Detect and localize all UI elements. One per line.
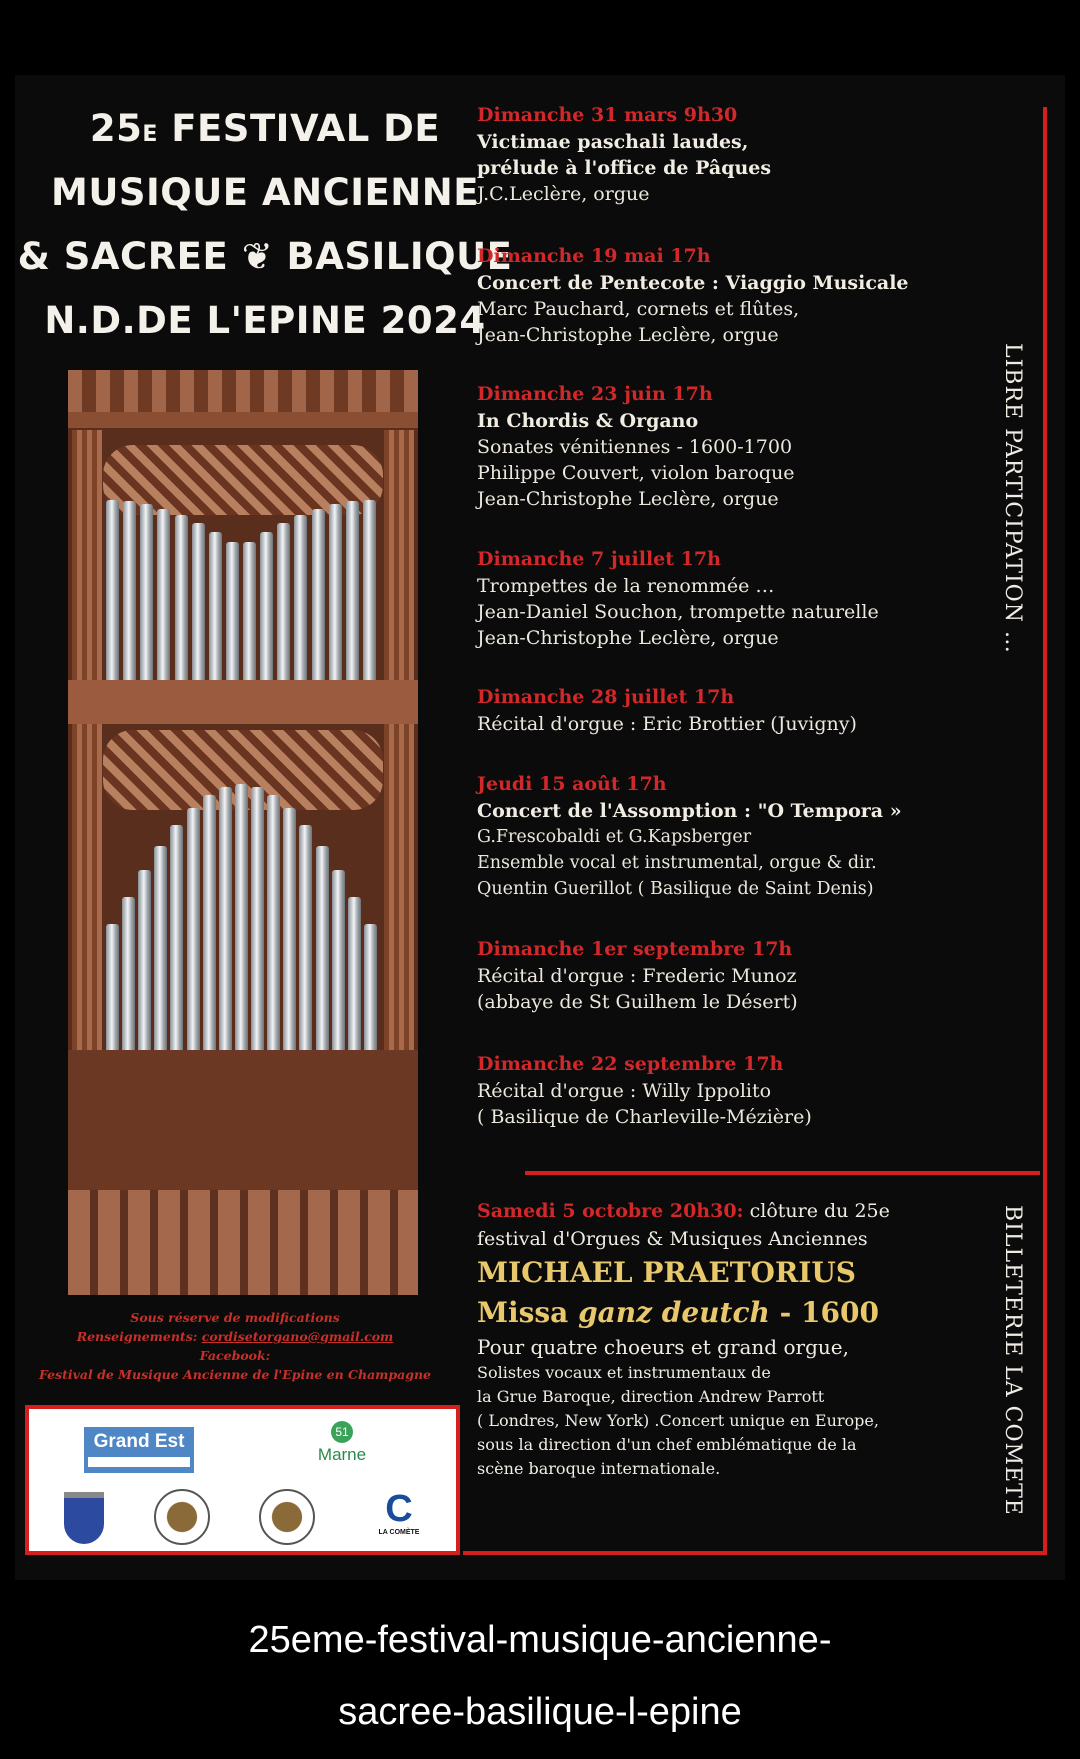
organ-illustration xyxy=(68,370,418,1295)
composer-name: MICHAEL PRAETORIUS xyxy=(477,1256,856,1289)
event-detail-line: Jean-Christophe Leclère, orgue xyxy=(477,488,779,510)
event-date: Dimanche 19 mai 17h xyxy=(477,245,711,267)
organ-pipe xyxy=(348,897,361,1050)
event-7-juillet xyxy=(477,546,967,651)
organ-cornice xyxy=(68,412,418,428)
organ-pipe xyxy=(187,808,200,1050)
organ-case-lower xyxy=(68,1050,418,1190)
organ-pipe xyxy=(138,870,151,1050)
event-date: Dimanche 7 juillet 17h xyxy=(477,548,721,570)
organ-pipe xyxy=(363,500,376,681)
event-date: Dimanche 31 mars 9h30 xyxy=(477,104,738,126)
closing-concert: Samedi 5 octobre 20h30: clôture du 25e festival d'Orgues & Musiques Anciennes MICHAEL PRAETORIUS Missa ganz deutch - 1600 Pour quatre choeurs et grand orgue, Solistes vocaux et instrumentaux de la Grue Baroque, direction Andrew Parrott ( Londres, New York) .Concert unique en Europe, sous la direction d'un chef emblématique de la scène baroque internationale. xyxy=(477,1197,947,1481)
title-line-2: MUSIQUE ANCIENNE xyxy=(51,171,479,214)
event-detail-line: Récital d'orgue : Eric Brottier (Juvigny) xyxy=(477,713,857,735)
event-detail-line: Jean-Christophe Leclère, orgue xyxy=(477,627,779,649)
organ-pipe xyxy=(154,846,167,1050)
event-detail-line: ( Basilique de Charleville-Mézière) xyxy=(477,1106,812,1128)
organ-pipe xyxy=(267,795,280,1050)
poster-title xyxy=(15,97,515,353)
organ-pipe xyxy=(175,515,188,680)
title-line-1: $25^E$ FESTIVAL DE xyxy=(89,107,441,150)
event-detail-line: Jean-Daniel Souchon, trompette naturelle xyxy=(477,601,879,623)
image-caption-line-2: sacree-basilique-l-epine xyxy=(338,1691,742,1733)
festival-poster xyxy=(15,75,1065,1580)
organ-pipe xyxy=(251,787,264,1050)
event-detail-line: In Chordis & Organo xyxy=(477,410,699,432)
organ-pipe xyxy=(332,870,345,1050)
la-comete-logo: C LA COMÈTE xyxy=(378,1488,420,1536)
contact-email-link[interactable]: cordisetorgano@gmail.com xyxy=(201,1329,394,1344)
organ-pipe xyxy=(203,795,216,1050)
organ-pipe xyxy=(219,787,232,1050)
organ-pipes-lower xyxy=(106,770,380,1050)
organ-pipe xyxy=(243,542,256,680)
organ-rail-middle xyxy=(68,680,418,724)
ticketing-label: BILLETERIE LA COMETE xyxy=(1000,1205,1025,1516)
organ-pipe xyxy=(123,501,136,680)
organ-pipe xyxy=(157,509,170,680)
event-detail-line: Trompettes de la renommée … xyxy=(477,575,775,597)
title-line-4: N.D.DE L'EPINE 2024 xyxy=(44,299,486,342)
title-line-3: & SACREE ❦ BASILIQUE xyxy=(17,235,513,278)
organ-pipe xyxy=(294,515,307,680)
event-detail-line: (abbaye de St Guilhem le Désert) xyxy=(477,991,798,1013)
event-detail-line: Jean-Christophe Leclère, orgue xyxy=(477,324,779,346)
organ-pipe xyxy=(283,808,296,1050)
event-date: Jeudi 15 août 17h xyxy=(477,773,667,795)
organ-pipe xyxy=(364,924,377,1050)
event-detail-line: J.C.Leclère, orgue xyxy=(477,183,650,205)
organ-pipe xyxy=(226,542,239,680)
divider-bottom xyxy=(463,1551,1047,1555)
mass-title: Missa ganz deutch - 1600 xyxy=(477,1296,879,1329)
facebook-page-link[interactable]: Festival de Musique Ancienne de l'Epine en Champagne xyxy=(38,1367,432,1382)
organ-pipe xyxy=(140,504,153,680)
fleuron-icon: ❦ xyxy=(241,235,274,278)
event-detail-line: Ensemble vocal et instrumental, orgue & dir. xyxy=(477,853,877,873)
organ-pipe xyxy=(170,825,183,1050)
event-31-mars xyxy=(477,102,967,207)
organ-pipe xyxy=(299,825,312,1050)
event-detail-line: Victimae paschali laudes, xyxy=(477,131,749,153)
event-date: Dimanche 28 juillet 17h xyxy=(477,686,735,708)
organ-pipe xyxy=(209,532,222,680)
event-detail-line: Concert de l'Assomption : "O Tempora » xyxy=(477,800,902,822)
organ-frieze xyxy=(68,370,418,412)
organ-pipe xyxy=(192,523,205,680)
event-detail-line: prélude à l'office de Pâques xyxy=(477,157,772,179)
divider-vertical-right xyxy=(1043,107,1047,1552)
organ-pipe xyxy=(260,532,273,680)
organ-pipes-upper xyxy=(106,490,380,680)
free-participation-label: LIBRE PARTICIPATION … xyxy=(1000,343,1025,654)
event-22-septembre xyxy=(477,1051,967,1130)
organ-pipe xyxy=(106,924,119,1050)
organ-pipe xyxy=(277,523,290,680)
association-emblem-logo xyxy=(259,1489,315,1545)
coat-of-arms-logo xyxy=(64,1492,104,1544)
sponsor-logos xyxy=(25,1405,460,1555)
event-detail-line: Récital d'orgue : Willy Ippolito xyxy=(477,1080,772,1102)
marne-logo: 51 Marne xyxy=(297,1421,387,1465)
organ-pipe xyxy=(106,500,119,681)
event-15-aout xyxy=(477,771,967,902)
organ-base-carving xyxy=(68,1190,418,1295)
divider-horizontal xyxy=(525,1171,1040,1175)
event-detail-line: Sonates vénitiennes - 1600-1700 xyxy=(477,436,793,458)
organ-pipe xyxy=(235,784,248,1050)
organ-pipe xyxy=(122,897,135,1050)
event-detail-line: Marc Pauchard, cornets et flûtes, xyxy=(477,298,800,320)
event-23-juin xyxy=(477,381,967,512)
event-detail-line: Quentin Guerillot ( Basilique de Saint Denis) xyxy=(477,879,874,899)
event-28-juillet xyxy=(477,684,967,737)
event-detail-line: G.Frescobaldi et G.Kapsberger xyxy=(477,827,752,847)
event-19-mai xyxy=(477,243,967,348)
organ-pipe xyxy=(346,501,359,680)
organ-pipe xyxy=(312,509,325,680)
grand-est-logo: Grand Est xyxy=(84,1427,194,1473)
organ-pipe xyxy=(329,504,342,680)
event-date: Dimanche 22 septembre 17h xyxy=(477,1053,784,1075)
cordis-organo-logo xyxy=(154,1489,210,1545)
event-1er-septembre xyxy=(477,936,967,1015)
event-date: Dimanche 1er septembre 17h xyxy=(477,938,793,960)
event-date: Dimanche 23 juin 17h xyxy=(477,383,713,405)
event-detail-line: Philippe Couvert, violon baroque xyxy=(477,462,795,484)
event-detail-line: Récital d'orgue : Frederic Munoz xyxy=(477,965,797,987)
poster-credits: Sous réserve de modifications Renseignements: cordisetorgano@gmail.com Facebook: Festival de Musique Ancienne de l'Epine en Champagne xyxy=(25,1308,445,1384)
organ-pipe xyxy=(316,846,329,1050)
image-caption-line-1: 25eme-festival-musique-ancienne- xyxy=(248,1619,832,1661)
event-detail-line: Concert de Pentecote : Viaggio Musicale xyxy=(477,272,909,294)
